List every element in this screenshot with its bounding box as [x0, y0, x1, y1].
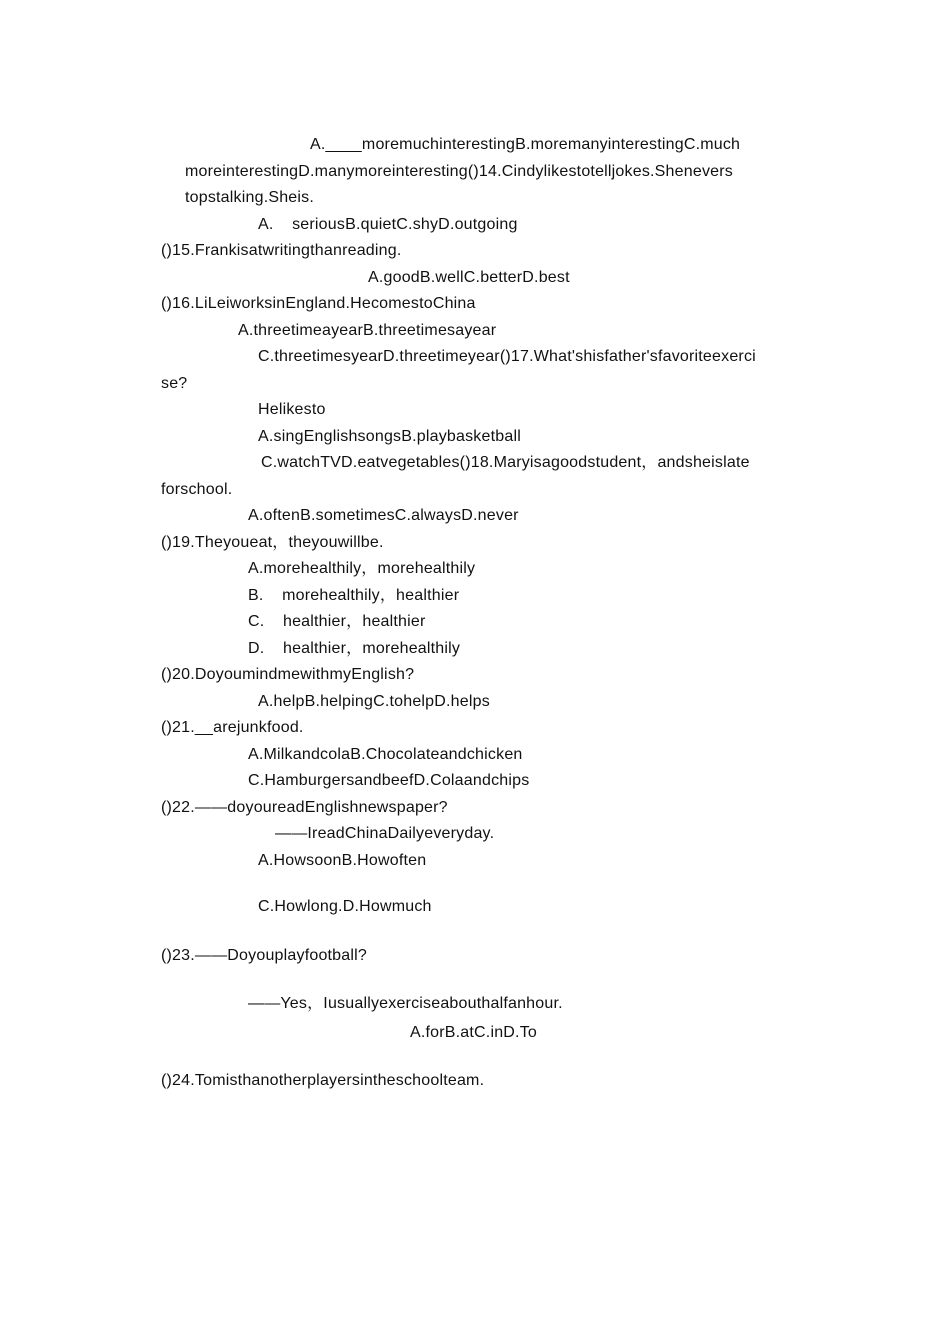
text-line: ()21.__arejunkfood. [161, 719, 304, 736]
text-line: ——IreadChinaDailyeveryday. [275, 825, 495, 842]
text-line: A.morehealthily，morehealthily [248, 560, 476, 577]
text-line: C.Howlong.D.Howmuch [258, 898, 432, 915]
document-text-block [0, 132, 950, 1095]
text-line: C. healthier，healthier [248, 613, 426, 630]
text-line: ()19.Theyoueat，theyouwillbe. [161, 533, 384, 551]
text-line: A.helpB.helpingC.tohelpD.helps [258, 692, 490, 710]
text-line: Helikesto [258, 401, 326, 418]
text-line: A.forB.atC.inD.To [410, 1023, 538, 1041]
text-line: ()23.——Doyouplayfootball? [161, 946, 367, 964]
text-line: ()24.Tomisthanotherplayersintheschoolteam. [161, 1072, 485, 1089]
text-line: A.MilkandcolaB.Chocolateandchicken [248, 745, 523, 763]
text-line: ——Yes，Iusuallyexerciseabouthalfanhour. [248, 995, 563, 1012]
text-line: B. morehealthily，healthier [248, 586, 460, 604]
text-line: ()22.——doyoureadEnglishnewspaper? [161, 798, 448, 816]
text-line: se? [161, 374, 188, 392]
text-line: topstalking.Sheis. [185, 189, 315, 206]
text-line: ()20.DoyoumindmewithmyEnglish? [161, 666, 415, 683]
text-line: A.____moremuchinterestingB.moremanyinterestingC.much [310, 136, 741, 153]
text-line: A.HowsoonB.Howoften [258, 851, 427, 869]
text-line: moreinterestingD.manymoreinteresting()14.Cindylikestotelljokes.Shenevers [185, 162, 733, 180]
text-line: A.threetimeayearB.threetimesayear [238, 321, 497, 339]
text-line: A.goodB.wellC.betterD.best [368, 268, 570, 286]
text-line: A.singEnglishsongsB.playbasketball [258, 427, 521, 445]
text-line: C.watchTVD.eatvegetables()18.Maryisagoodstudent，andsheislate [261, 454, 750, 471]
text-line: A.oftenB.sometimesC.alwaysD.never [248, 507, 519, 524]
text-line: C.HamburgersandbeefD.Colaandchips [248, 772, 530, 789]
text-line: C.threetimesyearD.threetimeyear()17.What'shisfather'sfavoriteexerci [258, 348, 756, 365]
text-line: A. seriousB.quietC.shyD.outgoing [258, 215, 518, 233]
text-line: ()16.LiLeiworksinEngland.HecomestoChina [161, 295, 476, 312]
text-line: ()15.Frankisatwritingthanreading. [161, 242, 402, 259]
text-line: D. healthier，morehealthily [248, 639, 461, 657]
text-line: forschool. [161, 480, 233, 498]
